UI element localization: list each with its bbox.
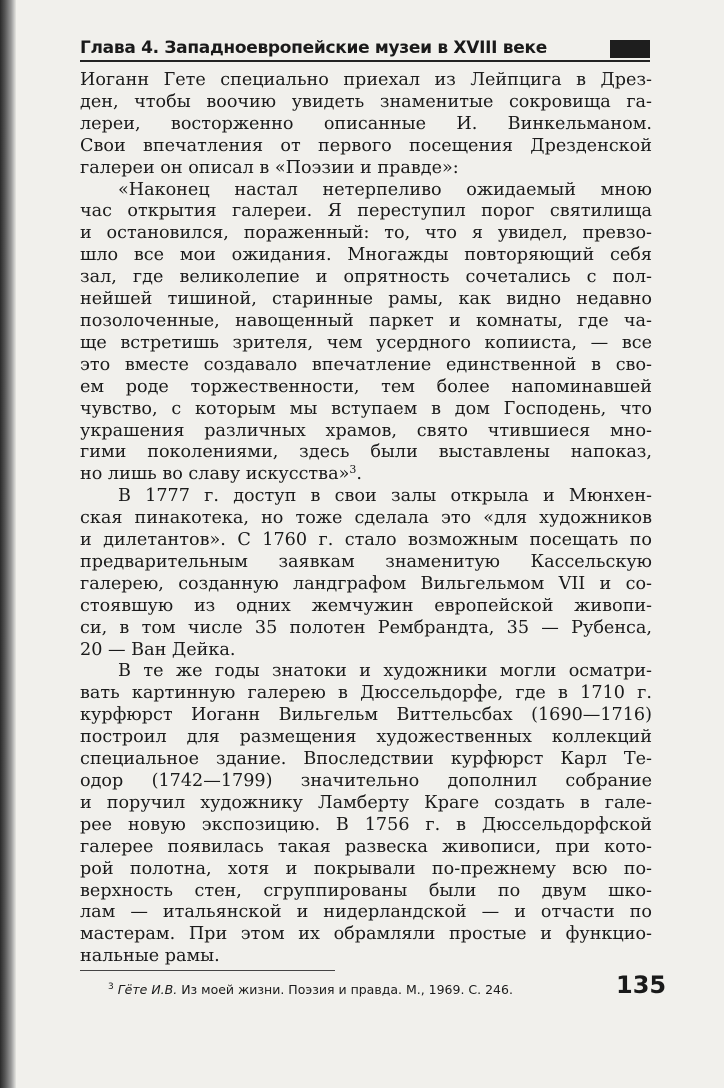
text-line: 20 — Ван Дейка. [80,639,236,660]
text-line: но лишь во славу искусства» [80,464,350,485]
text-line: ще встретишь зрителя, чем усердного копииста, — все [80,332,652,353]
text-row [80,881,652,903]
text-line: шло все мои ожидания. Многажды повторяющий себя [80,245,652,266]
text-line: нейшей тишиной, старинные рамы, как видно недавно [80,289,652,310]
text-row [80,355,652,377]
text-row [80,705,652,727]
text-row [80,902,652,924]
text-line: Иоганн Гете специально приехал из Лейпцига в Дрез- [80,70,652,90]
text-row [80,924,652,946]
text-row: но лишь во славу искусства»$^3$. [80,463,362,485]
paragraph [80,661,652,968]
text-line: нальные рамы. [80,946,220,967]
text-row [80,815,652,837]
text-line: верхность стен, сгруппированы были по двум шко- [80,880,652,901]
text-row [80,946,652,968]
text-row [80,596,652,618]
text-row [80,574,652,596]
text-line: одор (1742—1799) значительно дополнил собрание [80,771,652,791]
text-line: предварительным заявкам знаменитую Кассельскую [80,551,652,572]
text-line: рее новую экспозицию. В 1756 г. в Дюссельдорфской [80,814,652,835]
text-line: вать картинную галерею в Дюссельдорфе, где в 1710 г. [80,683,652,704]
text-row [80,508,652,530]
text-row [80,442,652,464]
text-line: галереи он описал в «Поэзии и правде»: [80,157,459,178]
text-line: чувство, с которым мы вступаем в дом Господень, что [80,398,652,419]
text-line: В те же годы знатоки и художники могли осматри- [118,661,652,682]
text-line: ден, чтобы воочию увидеть знаменитые сокровища га- [80,91,652,112]
text-row [80,399,652,421]
text-row [80,727,652,749]
text-line: курфюрст Иоганн Вильгельм Виттельсбах (1690—1716) [80,705,652,726]
book-spine-shadow [0,0,16,1088]
footnote-number: 3 [108,982,114,992]
text-line: «Наконец настал нетерпеливо ожидаемый мною [118,179,652,200]
text-row [80,552,652,574]
text-row [80,377,652,399]
paragraph [80,180,652,487]
header-rule [80,60,650,62]
text-row [80,114,652,136]
text-row [80,311,652,333]
text-row [80,859,652,881]
text-line: специальное здание. Впоследствии курфюрст Карл Те- [80,749,652,770]
text-row [80,180,652,202]
text-row [80,223,652,245]
text-row [80,683,652,705]
text-line: рой полотна, хотя и покрывали по-прежнему всю по- [80,858,652,879]
text-line: галерее появилась такая развеска живописи, при кото- [80,836,652,857]
text-row [80,640,652,662]
footnote [108,982,608,997]
text-line: гими поколениями, здесь были выставлены напоказ, [80,442,652,463]
text-row [80,289,652,311]
text-line: ем роде торжественности, тем более напоминавшей [80,376,652,397]
text-line: стоявшую из одних жемчужин европейской живопи- [80,595,652,616]
text-row [80,421,652,443]
text-row [80,771,652,793]
text-line: Свои впечатления от первого посещения Дрезденской [80,135,652,156]
running-header [80,36,650,64]
footnote-reference: 3 [349,463,357,477]
text-row [80,837,652,859]
body-text [80,70,652,968]
text-line: лам — итальянской и нидерландской — и отчасти по [80,902,652,923]
footnote-text: Из моей жизни. Поэзия и правда. М., 1969. С. 246. [181,982,513,997]
text-line: В 1777 г. доступ в свои залы открыла и Мюнхен- [118,486,652,507]
text-line: и поручил художнику Ламберту Краге создать в гале- [80,792,652,813]
text-row [80,70,652,92]
text-row [80,267,652,289]
paragraph [80,486,652,661]
page-number: 135 [616,971,667,999]
text-row [80,749,652,771]
text-line: мастерам. При этом их обрамляли простые и функцио- [80,924,652,945]
text-row [80,486,652,508]
text-line: это вместе создавало впечатление единственной в сво- [80,354,652,375]
text-line: украшения различных храмов, свято чтившиеся мно- [80,420,652,441]
text-row [80,245,652,267]
text-line: построил для размещения художественных коллекций [80,727,652,748]
footnote-author: Гёте И.В. [117,982,178,997]
text-line: и остановился, пораженный: то, что я увидел, превзо- [80,223,652,244]
text-row [80,201,652,223]
text-line: позолоченные, навощенный паркет и комнаты, где ча- [80,310,652,331]
text-row [80,530,652,552]
text-row [80,158,652,180]
text-row [80,136,652,158]
text-row [80,661,652,683]
text-line: ская пинакотека, но тоже сделала это «для художников [80,508,652,529]
text-line: си, в том числе 35 полотен Рембрандта, 35 — Рубенса, [80,617,652,638]
text-line: час открытия галереи. Я переступил порог святилища [80,201,652,222]
paragraph [80,70,652,180]
text-row [80,618,652,640]
footnote-rule [80,970,335,971]
text-row [80,92,652,114]
text-row [80,333,652,355]
text-row [80,793,652,815]
text-line: лереи, восторженно описанные И. Винкельманом. [80,113,652,134]
text-line: галерею, созданную ландграфом Вильгельмом VII и со- [80,573,652,594]
header-marker-block [610,40,650,58]
running-title: Глава 4. Западноевропейские музеи в XVIII веке [80,38,547,58]
text-line: зал, где великолепие и опрятность сочетались с пол- [80,267,652,288]
text-line: и дилетантов». С 1760 г. стало возможным посещать по [80,530,652,551]
